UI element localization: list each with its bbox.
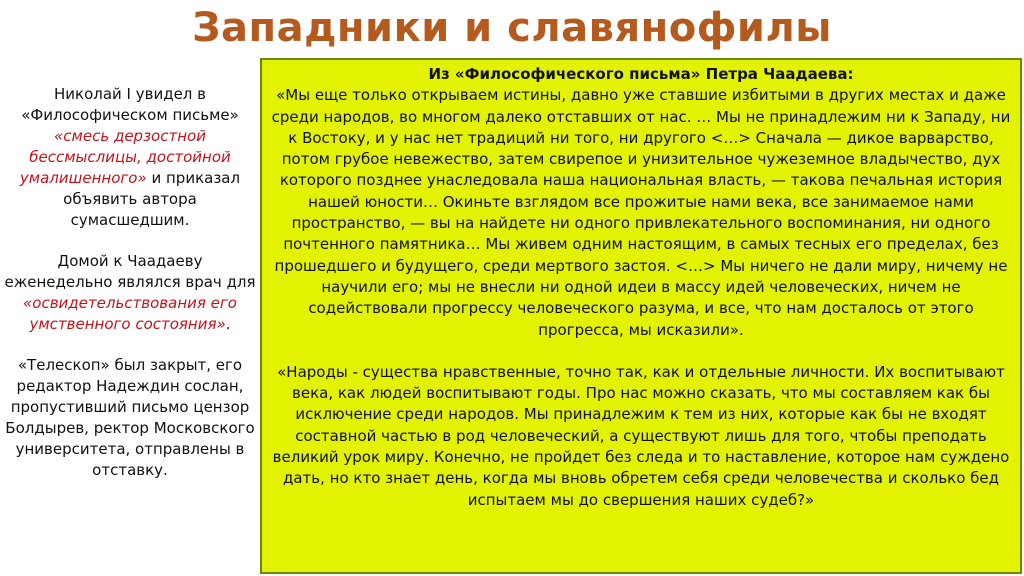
p1-text-end: и приказал объявить автора сумасшедшим. xyxy=(63,169,241,229)
quote-paragraph-2: «Народы - существа нравственные, точно так, как и отдельные личности. Их воспитывают века, как людей воспитывают годы. Про нас можно сказать, что мы составляем как бы исключение среди народов. Мы принадлежим к тем из них, которые как бы не входят составной частью в род человеческий, а существуют лишь для того, чтобы преподать великий урок миру. Конечно, не пройдет без следа и то наставление, которое нам суждено дать, но кто знает день, когда мы вновь обретем себя среди человечества и сколько бед испытаем мы до свершения наших судеб?» xyxy=(272,362,1010,509)
commentary-paragraph-doctor xyxy=(4,251,256,335)
slide-title: Западники и славянофилы xyxy=(192,5,832,51)
chaadaev-quote-box xyxy=(260,58,1022,574)
p2-text-start: Домой к Чаадаеву еженедельно являлся врач для xyxy=(4,252,256,291)
left-commentary xyxy=(4,84,256,501)
quote-heading: Из «Философического письма» Петра Чаадаева: xyxy=(428,65,854,83)
examination-quote: «освидетельствования его умственного состояния» xyxy=(23,294,237,333)
paragraph-spacer xyxy=(268,341,1014,362)
commentary-paragraph-nicholas xyxy=(4,84,256,231)
commentary-paragraph-telescope: «Телескоп» был закрыт, его редактор Надеждин сослан, пропустивший письмо цензор Болдырев, ректор Московского университета, отправлены в отставку. xyxy=(5,356,255,479)
p1-text-start: Николай I увидел в «Философическом письме» xyxy=(21,85,239,124)
quote-paragraph-1: «Мы еще только открываем истины, давно уже ставшие избитыми в других местах и даже среди народов, во многом далеко отставших от нас. … Мы не принадлежим ни к Западу, ни к Востоку, и у нас нет традиций ни того, ни другого <…> Сначала — дикое варварство, потом грубое невежество, затем свирепое и унизительное чужеземное владычество, дух которого позднее унаследовала наша национальная власть, — такова печальная история нашей юности… Окиньте взглядом все прожитые нами века, все занимаемое нами пространство, — вы на найдете ни одного привлекательного воспоминания, ни одного почтенного памятника… Мы живем одним настоящим, в самых тесных его пределах, без прошедшего и будущего, среди мертвого застоя. <…> Мы ничего не дали миру, ничему не научили его; мы не внесли ни одной идеи в массу идей человеческих, ничем не содействовали прогрессу человеческого разума, и все, что нам досталось от этого прогресса, мы исказили». xyxy=(271,86,1011,339)
p2-text-end: . xyxy=(225,315,231,333)
emperor-quote: «смесь дерзостной бессмыслицы, достойной умалишенного» xyxy=(19,127,231,187)
